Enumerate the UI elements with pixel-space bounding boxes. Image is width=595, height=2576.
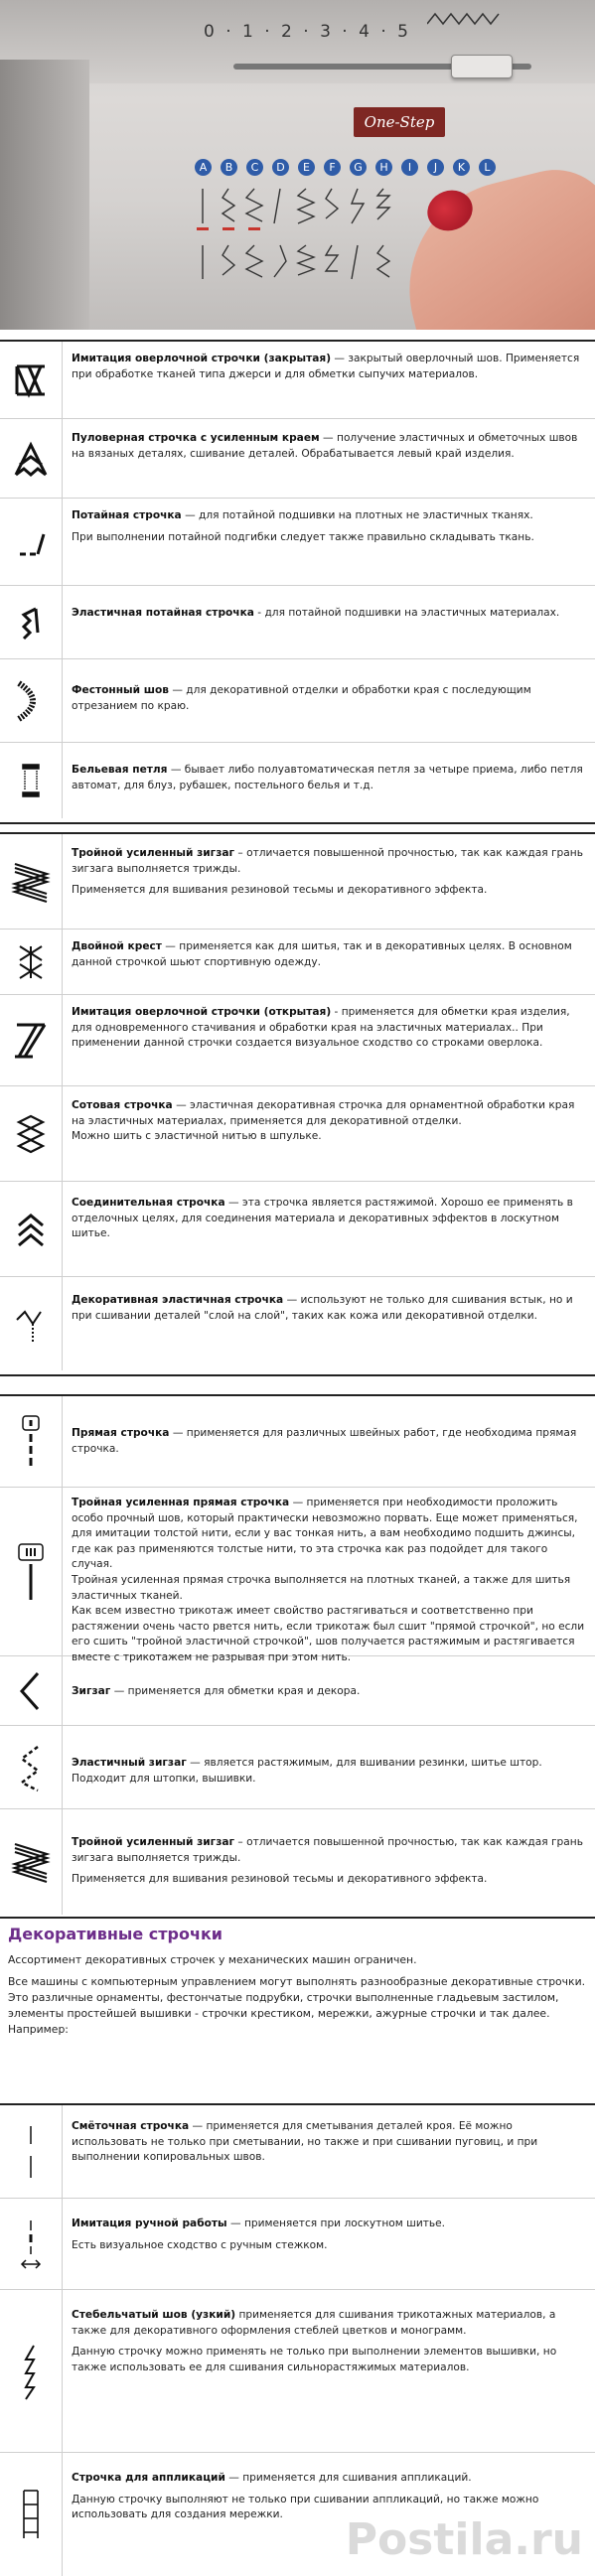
icon-cell [0,419,63,498]
table-row [0,2290,595,2453]
stitch-note: Данную строчку можно применять не только при выполнении элементов вышивки, но также использовать ее для сшивания сильнорастяжимых материалов. [72,2346,557,2373]
one-step-logo [354,107,445,137]
table-row [0,2199,595,2290]
stitch-desc: — закрытый оверлочный шов. Применяется при обработке тканей типа джерси и для обметки сыпучих материалов. [72,353,580,380]
table-row [0,834,595,930]
icon-cell [0,2199,63,2289]
stitch-name: Прямая строчка [72,1427,170,1439]
section-heading: Декоративные строчки [8,1925,223,1943]
table-row [0,2105,595,2199]
stitch-table-2 [0,832,595,1376]
stitch-name: Декоративная эластичная строчка [72,1294,284,1306]
zigzag-icon [16,1669,46,1713]
stitch-width-slider[interactable] [451,55,513,78]
icon-cell [0,1277,63,1370]
stitch-letter: E [298,159,315,176]
intro-paragraph-1: Ассортимент декоративных строчек у механических машин ограничен. [8,1953,417,1966]
row-text [72,683,587,714]
table-row [0,1656,595,1726]
icon-cell [0,1809,63,1915]
stitch-letter: A [195,159,212,176]
row-text [72,1098,587,1145]
elastic-zigzag-icon [16,1743,46,1792]
stitch-name: Бельевая петля [72,764,168,776]
triple-zigzag-icon [11,1840,51,1884]
stitch-pattern-chart [195,184,433,303]
row-text [72,1426,587,1457]
table-row [0,930,595,995]
row-text [72,352,587,382]
stitch-note: При выполнении потайной подгибки следует также правильно складывать ткань. [72,530,534,543]
icon-cell [0,1396,63,1487]
section-intro [8,1952,587,2044]
decorative-elastic-icon [13,1302,49,1346]
stitch-desc: — для потайной подшивки на плотных не эластичных тканях. [181,509,533,521]
table-row [0,1277,595,1370]
stitch-desc: — является растяжимым, для вшивании резинки, шитье штор. Подходит для штопки, вышивки. [72,1757,542,1785]
table-row [0,995,595,1086]
stitch-table-1 [0,340,595,824]
table-row [0,1488,595,1663]
stitch-note: Есть визуальное сходство с ручным стежком. [72,2238,328,2251]
pullover-stitch-icon [12,439,50,479]
stitch-name: Имитация оверлочной строчки (закрытая) [72,353,332,364]
triple-straight-icon [16,1542,46,1602]
stitch-letter: C [246,159,263,176]
icon-cell [0,586,63,658]
connecting-stitch-icon [13,1210,49,1249]
sewing-machine-photo [0,0,595,330]
row-text [72,1835,587,1894]
table-row [0,1086,595,1182]
row-text [72,431,587,462]
stitch-desc: — применяется для различных швейных работ, где необходима прямая строчка. [72,1427,577,1455]
row-text [72,939,587,970]
stitch-desc: — применяется для обметки края и декора. [110,1685,361,1697]
stitch-name: Имитация оверлочной строчки (открытая) [72,1006,332,1018]
table-row [0,419,595,499]
stitch-name: Смёточная строчка [72,2120,190,2132]
logo-text: One-Step [364,113,435,131]
stitch-letter: L [479,159,496,176]
intro-paragraph-2: Все машины с компьютерным управлением могут выполнять разнообразные декоративные строчки. Это различные орнаменты, фестончатые подрубки, строчки выполненные гладьевым застилом, элементы простейшей вышивки - строчки крестиком, мережки, ажурные строчки и так далее. Например: [8,1975,586,2036]
stitch-letter: D [272,159,289,176]
row-text [72,2119,587,2166]
stitch-name: Стебельчатый шов (узкий) [72,2309,236,2321]
honeycomb-stitch-icon [11,1112,51,1156]
row-text [72,2308,587,2381]
icon-cell [0,995,63,1085]
stitch-letter: F [324,159,341,176]
elastic-blind-hem-icon [16,603,46,643]
icon-cell [0,743,63,818]
icon-cell [0,659,63,742]
table-row [0,586,595,659]
table-row [0,342,595,419]
stitch-note: Можно шить с эластичной нитью в шпульке. [72,1130,322,1143]
stitch-desc: — применяется при лоскутном шитье. [226,2218,446,2229]
icon-cell [0,2105,63,2198]
watermark: Postila.ru [345,2514,583,2565]
stitch-desc: — используют не только для сшивания встык, но и при сшивании деталей "слой на слой", таких как кожа или декоративной отделки. [72,1294,573,1322]
table-row [0,1182,595,1277]
stitch-desc: — эта строчка является растяжимой. Хорошо ее применять в отделочных целях, для соединения материала и декоративных эффектов в лоскутном шитье. [72,1197,573,1240]
stitch-name: Тройной усиленный зигзаг [72,1836,235,1848]
table-row [0,1396,595,1488]
stitch-note: Данную строчку выполняют не только при сшивании аппликаций, но также можно использовать для создания мережки. [72,2493,539,2521]
stitch-letter: I [401,159,418,176]
stem-stitch-icon [16,2342,46,2401]
stitch-name: Зигзаг [72,1685,111,1697]
stitch-name: Соединительная строчка [72,1197,225,1209]
stitch-desc: - для потайной подшивки на эластичных материалах. [253,607,560,619]
stitch-name: Пуловерная строчка с усиленным краем [72,432,320,444]
stitch-note: Тройная усиленная прямая строчка выполняется на плотных тканей, а также для шитья эластичных тканей. [72,1573,571,1602]
stitch-desc: — применяется при необходимости проложить особо прочный шов, который практически невозможно порвать. Еще может применяться, для имитации толстой нити, если у вас тонкая нить, а вам необходимо подшить джинсы, где как раз применяются толстые нити, то эта строчка как раз подойдет для такого случая. [72,1497,578,1571]
table-row [0,743,595,818]
stitch-table-4 [0,2103,595,2576]
stitch-desc: — применяется как для шитья, так и в декоративных целях. В основном данной строчкой шьют спортивную одежду. [72,940,572,968]
table-row [0,499,595,586]
machine-shadow [0,60,89,330]
stitch-name: Тройной усиленный зигзаг [72,847,235,859]
stitch-name: Сотовая строчка [72,1099,173,1111]
icon-cell [0,1086,63,1181]
stitch-desc: — применяется для сметывания деталей кроя. Её можно использовать не только при сметывании, но также и при сшивании пуговиц, и при выполнении копировальных швов. [72,2120,538,2164]
stitch-letter: J [427,159,444,176]
stitch-letter: G [350,159,367,176]
stitch-note: Применяется для вшивания резиновой тесьмы и декоративного эффекта. [72,884,488,897]
overlock-closed-icon [13,362,49,398]
icon-cell [0,1656,63,1725]
stitch-desc: — бывает либо полуавтоматическая петля за четыре приема, либо петля автомат, для блуз, рубашек, постельного белья и т.д. [72,764,583,791]
stitch-name: Тройная усиленная прямая строчка [72,1497,290,1508]
stitch-desc: — получение эластичных и обметочных швов на вязаных деталях, сшивание деталей. Обрабатывается левый край изделия. [72,432,578,460]
stitch-desc: - применяется для обметки края изделия, для одновременного стачивания и обработки края на эластичных материалах.. При применении данной строчки создается визуальное сходство со строками оверлока. [72,1006,570,1050]
scallop-stitch-icon [13,679,49,723]
stitch-desc: – отличается повышенной прочностью, так как каждая грань зигзага выполняется трижды. [72,1836,583,1864]
stitch-desc: — эластичная декоративная строчка для орнаментной обработки края на эластичных материалах, применяется для декоративной отделки. [72,1099,575,1127]
table-row [0,1809,595,1915]
stitch-name: Потайная строчка [72,509,182,521]
row-text [72,508,587,551]
stitch-note: Применяется для вшивания резиновой тесьмы и декоративного эффекта. [72,1873,488,1886]
double-cross-icon [14,942,48,982]
basting-stitch-icon [21,2122,41,2182]
row-text [72,1196,587,1242]
applique-stitch-icon [16,2485,46,2544]
stitch-name: Имитация ручной работы [72,2218,227,2229]
zigzag-scale-icon [427,8,507,30]
row-text [72,2217,587,2259]
row-text [72,1684,587,1700]
stitch-name: Строчка для аппликаций [72,2472,225,2484]
icon-cell [0,2453,63,2576]
icon-cell [0,930,63,994]
stitch-name: Фестонный шов [72,684,169,696]
stitch-length-scale: 0 · 1 · 2 · 3 · 4 · 5 [204,22,411,42]
stitch-table-3 [0,1394,595,1919]
stitch-desc: – отличается повышенной прочностью, так как каждая грань зигзага выполняется трижды. [72,847,583,875]
icon-cell [0,1182,63,1276]
icon-cell [0,2290,63,2452]
icon-cell [0,834,63,929]
stitch-letter: B [221,159,237,176]
blind-hem-icon [14,522,48,562]
stitch-desc: — применяется для сшивания аппликаций. [224,2472,472,2484]
row-text [72,846,587,905]
hand-stitch-icon [16,2217,46,2272]
table-row [0,1726,595,1809]
straight-stitch-icon [19,1414,43,1470]
buttonhole-icon [19,761,43,800]
stitch-name: Двойной крест [72,940,162,952]
row-text [72,1756,587,1787]
stitch-letter-row [195,159,496,176]
stitch-name: Эластичная потайная строчка [72,607,254,619]
row-text [72,1005,587,1052]
icon-cell [0,342,63,418]
stitch-name: Эластичный зигзаг [72,1757,187,1769]
stitch-letter: H [375,159,392,176]
overlock-open-icon [11,1019,51,1063]
stitch-letter: K [453,159,470,176]
stitch-note-2: Как всем известно трикотаж имеет свойство растягиваться и соответственно при растяжении очень часто рвется нить, если трикотаж был сшит "прямой строчкой", но если его сшить "тройной эластичной строчкой", шов получается растяжимым и растягивается вместе с трикотажем не разрывая при этом нить. [72,1605,585,1663]
stitch-desc: — для декоративной отделки и обработки края с последующим отрезанием по краю. [72,684,531,712]
icon-cell [0,1726,63,1808]
row-text [72,763,587,793]
row-text [72,1293,587,1324]
icon-cell [0,499,63,585]
row-text [72,1496,587,1666]
icon-cell [0,1488,63,1655]
table-row [0,659,595,743]
row-text [72,606,587,622]
stitch-desc: применяется для сшивания трикотажных материалов, а также для декоративного оформления стеблей цветков и монограмм. [72,2309,556,2337]
triple-zigzag-icon [11,860,51,904]
